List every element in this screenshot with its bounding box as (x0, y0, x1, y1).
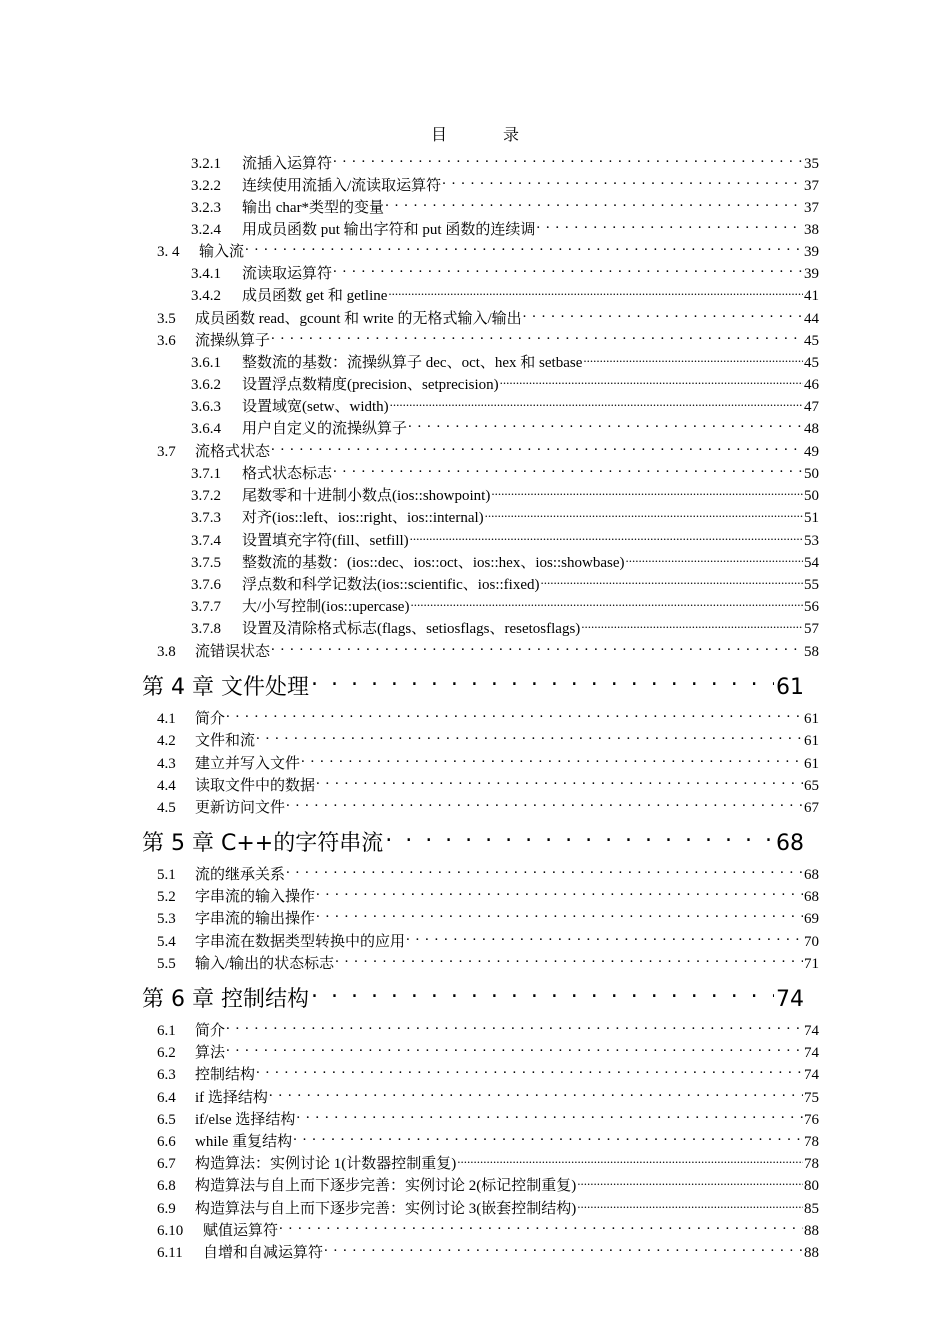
toc-entry-3-7-8[interactable]: 3.7.8 设置及清除格式标志(flags、setiosflags、resetosflags) ..... 57 (191, 613, 819, 633)
toc-entry-3-7-5[interactable]: 3.7.5 整数流的基数：(ios::dec、ios::oct、ios::hex、ios::showbase) ..... 54 (191, 547, 819, 567)
toc-entry-3-7-2[interactable]: 3.7.2 尾数零和十进制小数点(ios::showpoint) ..... 50 (191, 480, 819, 500)
toc-entry-3-6-1[interactable]: 3.6.1 整数流的基数：流操纵算子 dec、oct、hex 和 setbase ..... 45 (191, 347, 819, 367)
toc-entry-3-7[interactable]: 3.7 流格式状态 . . . 49 (157, 436, 819, 456)
toc-entry-3-4-1[interactable]: 3.4.1 流读取运算符 . . . 39 (191, 258, 819, 278)
toc-entry-6-11[interactable]: 6.11 自增和自减运算符 . . . 88 (157, 1237, 819, 1257)
toc-entry-3-7-7[interactable]: 3.7.7 大/小写控制(ios::upercase) ..... 56 (191, 591, 819, 611)
toc-entry-5-4[interactable]: 5.4 字串流在数据类型转换中的应用 . . . 70 (157, 926, 819, 946)
toc-entry-3-6[interactable]: 3.6 流操纵算子 . . . 45 (157, 325, 819, 345)
toc-entry-6-6[interactable]: 6.6 while 重复结构 . . . 78 (157, 1126, 819, 1146)
toc-entry-3-6-4[interactable]: 3.6.4 用户自定义的流操纵算子 . . . 48 (191, 413, 819, 433)
toc-entry-3-5[interactable]: 3.5 成员函数 read、gcount 和 write 的无格式输入/输出 . . . 44 (157, 303, 819, 323)
toc-entry-5-1[interactable]: 5.1 流的继承关系 . . . 68 (157, 859, 819, 879)
toc-chapter-6[interactable]: 第 6 章 控制结构 . . . 74 (142, 976, 804, 1006)
toc-entry-3-7-4[interactable]: 3.7.4 设置填充字符(fill、setfill) ..... 53 (191, 525, 819, 545)
toc-entry-3-4[interactable]: 3. 4 输入流 . . . 39 (157, 236, 819, 256)
toc-entry-4-1[interactable]: 4.1 简介 . . . 61 (157, 703, 819, 723)
toc-chapter-5[interactable]: 第 5 章 C++的字符串流 . . . 68 (142, 820, 804, 850)
toc-entry-3-4-2[interactable]: 3.4.2 成员函数 get 和 getline ..... 41 (191, 280, 819, 300)
toc-entry-3-2-2[interactable]: 3.2.2 连续使用流插入/流读取运算符 . . . 37 (191, 170, 819, 190)
toc-entry-4-3[interactable]: 4.3 建立并写入文件 . . . 61 (157, 748, 819, 768)
toc-entry-5-3[interactable]: 5.3 字串流的输出操作 . . . 69 (157, 903, 819, 923)
toc-entry-5-2[interactable]: 5.2 字串流的输入操作 . . . 68 (157, 881, 819, 901)
toc-entry-3-2-1[interactable]: 3.2.1 流插入运算符 . . . 35 (191, 148, 819, 168)
toc-entry-6-9[interactable]: 6.9 构造算法与自上而下逐步完善：实例讨论 3(嵌套控制结构) ..... 85 (157, 1193, 819, 1213)
toc-entry-4-2[interactable]: 4.2 文件和流 . . . 61 (157, 725, 819, 745)
toc-entry-3-2-3[interactable]: 3.2.3 输出 char*类型的变量 . . . 37 (191, 192, 819, 212)
toc-chapter-4[interactable]: 第 4 章 文件处理 . . . 61 (142, 664, 804, 694)
toc-entry-6-8[interactable]: 6.8 构造算法与自上而下逐步完善：实例讨论 2(标记控制重复) ..... 80 (157, 1170, 819, 1190)
toc-entry-3-7-3[interactable]: 3.7.3 对齐(ios::left、ios::right、ios::internal) ..... 51 (191, 502, 819, 522)
toc-entry-3-6-3[interactable]: 3.6.3 设置域宽(setw、width) ..... 47 (191, 391, 819, 411)
toc-entry-6-5[interactable]: 6.5 if/else 选择结构 . . . 76 (157, 1104, 819, 1124)
toc-entry-6-2[interactable]: 6.2 算法 . . . 74 (157, 1037, 819, 1057)
toc-title: 目 录 (430, 127, 520, 144)
toc-entry-3-2-4[interactable]: 3.2.4 用成员函数 put 输出字符和 put 函数的连续调 . . . 38 (191, 214, 819, 234)
toc-entry-6-1[interactable]: 6.1 简介 . . . 74 (157, 1015, 819, 1035)
toc-entry-4-4[interactable]: 4.4 读取文件中的数据 . . . 65 (157, 770, 819, 790)
toc-entry-3-8[interactable]: 3.8 流错误状态 . . . 58 (157, 636, 819, 656)
toc-entry-3-7-6[interactable]: 3.7.6 浮点数和科学记数法(ios::scientific、ios::fixed) ..... 55 (191, 569, 819, 589)
toc-entry-6-10[interactable]: 6.10 赋值运算符 . . . 88 (157, 1215, 819, 1235)
toc-entry-6-3[interactable]: 6.3 控制结构 . . . 74 (157, 1059, 819, 1079)
toc-entry-3-6-2[interactable]: 3.6.2 设置浮点数精度(precision、setprecision) ..... 46 (191, 369, 819, 389)
toc-entry-6-7[interactable]: 6.7 构造算法：实例讨论 1(计数器控制重复) ..... 78 (157, 1148, 819, 1168)
toc-entry-6-4[interactable]: 6.4 if 选择结构 . . . 75 (157, 1082, 819, 1102)
toc-entry-5-5[interactable]: 5.5 输入/输出的状态标志 . . . 71 (157, 948, 819, 968)
toc-entry-4-5[interactable]: 4.5 更新访问文件 . . . 67 (157, 792, 819, 812)
toc-entry-3-7-1[interactable]: 3.7.1 格式状态标志 . . . 50 (191, 458, 819, 478)
